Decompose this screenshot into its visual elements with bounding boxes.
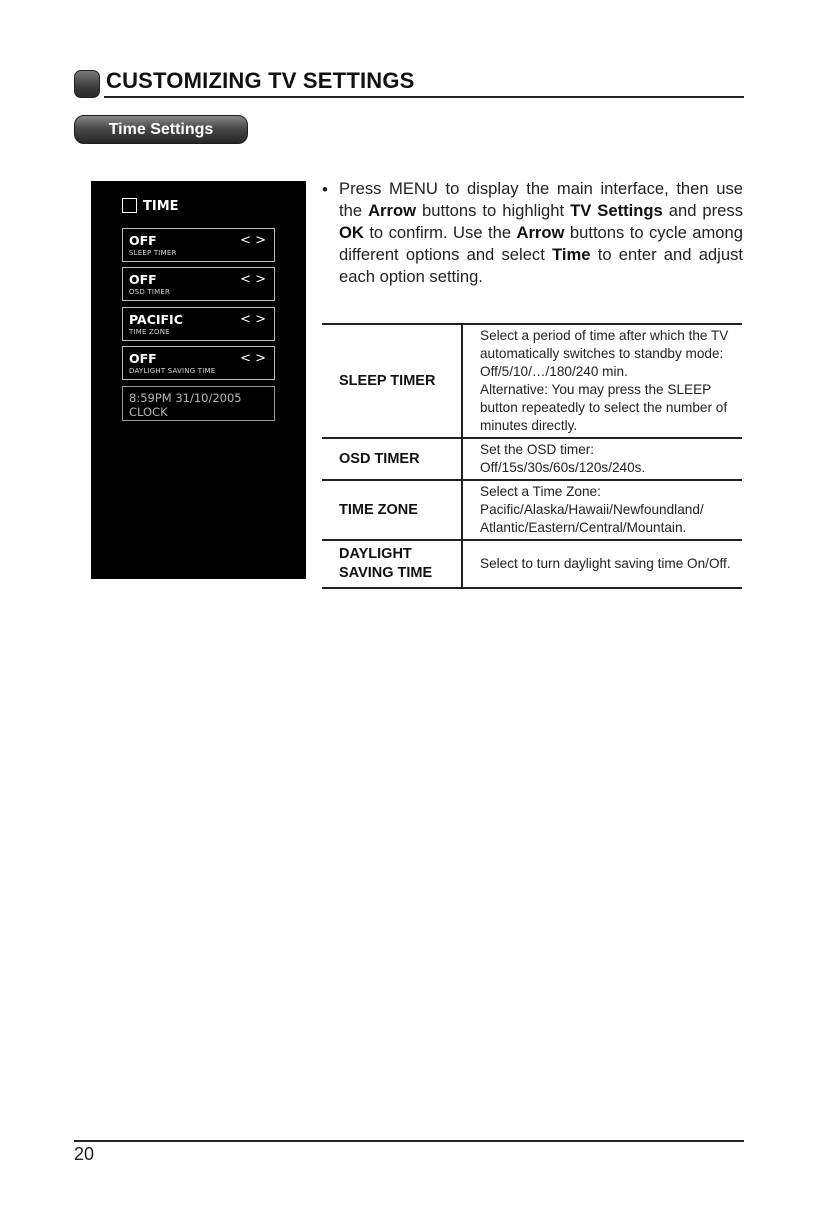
desc-line: Alternative: You may press the SLEEP — [480, 382, 712, 397]
instruction-text: to confirm. Use the — [363, 223, 517, 242]
setting-description — [462, 438, 742, 480]
tv-menu-item-value: OFF — [129, 272, 157, 287]
tv-menu-item-sleep-timer — [122, 228, 275, 262]
tv-menu-item-value: OFF — [129, 351, 157, 366]
desc-line: Set the OSD timer: — [480, 442, 595, 457]
setting-name — [322, 540, 462, 588]
page-number: 20 — [74, 1144, 95, 1164]
table-row — [322, 540, 742, 588]
table-row — [322, 438, 742, 480]
tv-menu-item-time-zone — [122, 307, 275, 341]
desc-line: minutes directly. — [480, 418, 578, 433]
desc-line: Select a Time Zone: — [480, 484, 601, 499]
page-title: CUSTOMIZING TV SETTINGS — [106, 68, 415, 93]
instruction-text: buttons to highlight — [416, 201, 571, 220]
tv-menu-clock-value: 8:59PM 31/10/2005 — [129, 391, 242, 405]
instruction-text: Press MENU to display the main interface, then use the — [339, 179, 743, 220]
left-right-arrows-icon: < > — [240, 233, 266, 248]
setting-name: TIME ZONE — [322, 480, 462, 540]
tv-menu-item-label: OSD TIMER — [129, 288, 171, 296]
table-row — [322, 480, 742, 540]
instruction-text: to enter and adjust each option setting. — [339, 245, 743, 286]
setting-description — [462, 540, 742, 588]
left-right-arrows-icon: < > — [240, 272, 266, 287]
setting-name-line: DAYLIGHT — [339, 546, 412, 562]
tv-menu-item-daylight-saving — [122, 346, 275, 380]
instruction-bold: Arrow — [368, 201, 417, 220]
instruction-bold: TV Settings — [570, 201, 663, 220]
instruction-paragraph — [339, 178, 743, 288]
instruction-bold: Arrow — [516, 223, 565, 242]
left-right-arrows-icon: < > — [240, 351, 266, 366]
instruction-text: and press — [662, 201, 743, 220]
tv-menu-item-clock — [122, 386, 275, 421]
desc-line: Atlantic/Eastern/Central/Mountain. — [480, 520, 687, 535]
desc-line: Off/5/10/…/180/240 min. — [480, 364, 628, 379]
footer-divider — [74, 1140, 744, 1142]
tv-menu-item-label: SLEEP TIMER — [129, 249, 177, 257]
settings-table — [322, 323, 742, 589]
checkbox-icon — [122, 198, 137, 213]
instruction-text: buttons to cycle among different options and select — [339, 223, 743, 264]
tv-menu-item-osd-timer — [122, 267, 275, 301]
tv-menu-item-value: OFF — [129, 233, 157, 248]
desc-line: Select to turn daylight saving time On/Off. — [480, 556, 731, 571]
setting-description — [462, 324, 742, 438]
desc-line: Off/15s/30s/60s/120s/240s. — [480, 460, 646, 475]
instruction-bold: Time — [552, 245, 591, 264]
tv-menu-clock-label: CLOCK — [129, 405, 168, 419]
setting-name: SLEEP TIMER — [322, 324, 462, 438]
desc-line: Select a period of time after which the TV — [480, 328, 729, 343]
setting-name: OSD TIMER — [322, 438, 462, 480]
header-bullet-icon — [74, 70, 100, 98]
section-label: Time Settings — [74, 115, 248, 144]
instruction-bold: OK — [339, 223, 364, 242]
tv-menu-item-label: TIME ZONE — [129, 328, 170, 336]
desc-line: automatically switches to standby mode: — [480, 346, 724, 361]
header-divider — [104, 96, 744, 98]
setting-name-line: SAVING TIME — [339, 565, 433, 581]
left-right-arrows-icon: < > — [240, 312, 266, 327]
tv-menu-title: TIME — [143, 199, 179, 214]
setting-description — [462, 480, 742, 540]
tv-menu-item-label: DAYLIGHT SAVING TIME — [129, 367, 216, 375]
desc-line: button repeatedly to select the number of — [480, 400, 728, 415]
tv-menu-screenshot — [91, 181, 306, 579]
tv-menu-item-value: PACIFIC — [129, 312, 183, 327]
desc-line: Pacific/Alaska/Hawaii/Newfoundland/ — [480, 502, 704, 517]
table-row — [322, 324, 742, 438]
bullet-point: • — [322, 180, 328, 199]
